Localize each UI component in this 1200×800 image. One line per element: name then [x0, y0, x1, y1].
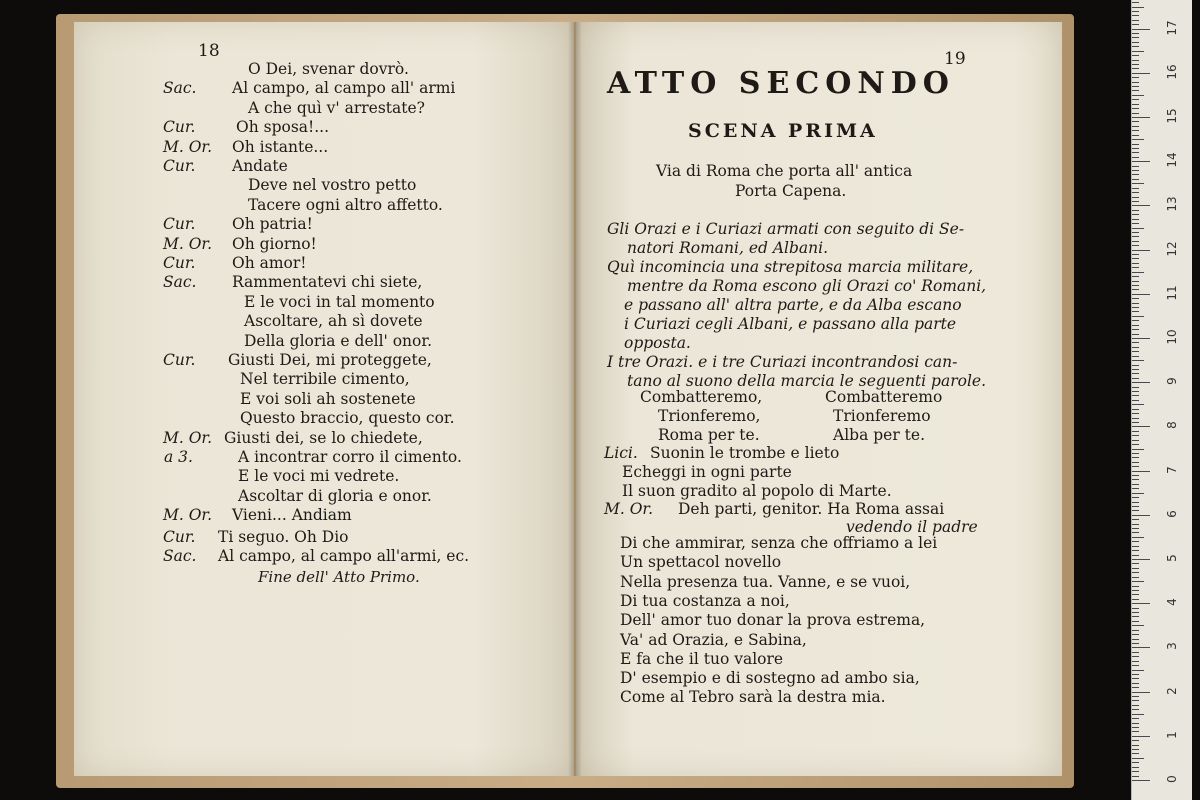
ruler-tick [1132, 42, 1139, 43]
ruler-tick [1132, 29, 1150, 30]
ruler-tick [1132, 400, 1139, 401]
ruler-tick [1132, 135, 1139, 136]
ruler-tick [1132, 510, 1139, 511]
ruler-tick [1132, 250, 1150, 251]
ruler-tick [1132, 347, 1139, 348]
ruler-tick [1132, 502, 1139, 503]
ruler-tick [1132, 466, 1139, 467]
ruler-tick [1132, 236, 1139, 237]
ruler-tick [1132, 369, 1139, 370]
speaker-label: Sac. [163, 273, 197, 292]
stage-direction-2d: i Curiazi cegli Albani, e passano alla parte [624, 315, 957, 333]
ruler-tick [1132, 572, 1139, 573]
ruler-tick [1132, 152, 1139, 153]
ruler-tick [1132, 77, 1139, 78]
verse-line: E le voci mi vedrete. [238, 467, 400, 486]
ruler-tick [1132, 479, 1139, 480]
ruler-tick [1132, 767, 1139, 768]
ruler-tick [1132, 616, 1139, 617]
setting-line-1: Via di Roma che porta all' antica [656, 162, 913, 180]
ruler-tick [1132, 391, 1139, 392]
ruler-tick [1132, 683, 1139, 684]
mor-verse-line: D' esempio e di sostegno ad ambo sia, [620, 669, 920, 688]
ruler-tick [1132, 228, 1144, 229]
ruler-label: 5 [1165, 554, 1179, 562]
stage-direction-1b: natori Romani, ed Albani. [627, 239, 829, 257]
chorus-right-3: Alba per te. [833, 426, 926, 444]
ruler-label: 8 [1165, 421, 1179, 430]
ruler-tick [1132, 289, 1139, 290]
ruler-tick [1132, 608, 1139, 609]
ruler-tick [1132, 444, 1139, 445]
right-page-number: 19 [944, 49, 966, 69]
ruler-tick [1132, 639, 1139, 640]
speaker-label: Cur. [163, 254, 196, 272]
verse-line: Questo braccio, questo cor. [240, 409, 455, 428]
verse-line: Nel terribile cimento, [240, 370, 410, 389]
ruler-tick [1132, 453, 1139, 454]
verse-line: Oh patria! [232, 215, 313, 234]
ruler-tick [1132, 612, 1139, 613]
stage-direction-3b: tano al suono della marcia le seguenti parole. [627, 372, 986, 390]
ruler-tick [1132, 20, 1139, 21]
ruler-tick [1132, 475, 1139, 476]
ruler-label: 1 [1165, 730, 1179, 739]
ruler-tick [1132, 422, 1139, 423]
ruler-tick [1132, 351, 1139, 352]
ruler-tick [1132, 687, 1139, 688]
verse-line: Al campo, al campo all' armi [232, 79, 456, 98]
ruler-tick [1132, 727, 1139, 728]
ruler-tick [1132, 621, 1139, 622]
ruler-tick [1132, 714, 1144, 715]
ruler-tick [1132, 506, 1139, 507]
ruler-tick [1132, 342, 1139, 343]
ruler-tick [1132, 24, 1139, 25]
ruler-tick [1132, 670, 1144, 671]
verse-line: Vieni... Andiam [232, 506, 352, 525]
ruler-tick [1132, 643, 1139, 644]
ruler-tick [1132, 254, 1139, 255]
act-ending: Fine dell' Atto Primo. [258, 568, 420, 586]
ruler-label: 6 [1165, 509, 1179, 518]
left-page-number: 18 [198, 41, 220, 61]
mor-verse-line: Dell' amor tuo donar la prova estrema, [620, 611, 926, 630]
chorus-right-1: Combatteremo [825, 388, 943, 406]
ruler-tick [1132, 205, 1150, 206]
ruler-tick [1132, 749, 1139, 750]
speaker-label: a 3. [164, 448, 193, 466]
ruler-tick [1132, 594, 1139, 595]
ruler-tick [1132, 537, 1144, 538]
ruler-tick [1132, 166, 1139, 167]
speaker-label: M. Or. [163, 506, 213, 525]
ruler-label: 11 [1165, 285, 1179, 301]
ruler-tick [1132, 373, 1139, 374]
ruler-label: 17 [1165, 19, 1179, 36]
speaker-label: M. Or. [163, 234, 213, 253]
lici-line-2: Echeggi in ogni parte [622, 463, 792, 481]
ruler-tick [1132, 73, 1150, 74]
ruler-tick [1132, 46, 1139, 47]
mor-verse-line: Nella presenza tua. Vanne, e se vuoi, [620, 572, 911, 591]
ruler-tick [1132, 338, 1150, 339]
speaker-label: Cur. [163, 118, 196, 137]
ruler-tick [1132, 745, 1139, 746]
speaker-m-or: M. Or. [604, 500, 654, 518]
ruler-tick [1132, 519, 1139, 520]
ruler-tick [1132, 320, 1139, 321]
ruler-tick [1132, 656, 1139, 657]
ruler-tick [1132, 192, 1139, 193]
ruler-tick [1132, 86, 1139, 87]
ruler-tick [1132, 661, 1139, 662]
ruler-label: 9 [1165, 377, 1179, 386]
ruler-tick [1132, 674, 1139, 675]
ruler-tick [1132, 758, 1144, 759]
ruler-tick [1132, 581, 1144, 582]
ruler-tick [1132, 497, 1139, 498]
ruler-tick [1132, 7, 1144, 8]
setting-line-2: Porta Capena. [735, 182, 847, 200]
ruler-tick [1132, 161, 1150, 162]
ruler-label: 12 [1165, 240, 1179, 257]
ruler-tick [1132, 625, 1144, 626]
verse-line: O Dei, svenar dovrò. [248, 60, 409, 78]
mor-aside: vedendo il padre [846, 518, 978, 536]
ruler-tick [1132, 263, 1139, 264]
ruler-tick [1132, 515, 1150, 516]
mor-verse-line: Di che ammirar, senza che offriamo a lei [620, 534, 938, 552]
book-gutter [568, 22, 582, 776]
ruler-tick [1132, 157, 1139, 158]
ruler-tick [1132, 771, 1139, 772]
ruler-tick [1132, 731, 1139, 732]
ruler-tick [1132, 325, 1139, 326]
ruler-tick [1132, 113, 1139, 114]
ruler-tick [1132, 736, 1150, 737]
ruler-tick [1132, 223, 1139, 224]
ruler-tick [1132, 258, 1139, 259]
ruler-tick [1132, 780, 1150, 781]
ruler-tick [1132, 2, 1139, 3]
ruler-tick [1132, 281, 1139, 282]
ruler-tick [1132, 484, 1139, 485]
verse-line: E voi soli ah sostenete [240, 389, 416, 408]
ruler-tick [1132, 431, 1139, 432]
ruler-tick [1132, 550, 1139, 551]
ruler-tick [1132, 718, 1139, 719]
ruler-tick [1132, 586, 1139, 587]
ruler-tick [1132, 568, 1139, 569]
ruler-label: 15 [1165, 108, 1179, 124]
ruler-tick [1132, 51, 1144, 52]
ruler-tick [1132, 462, 1139, 463]
ruler-tick [1132, 471, 1150, 472]
ruler-label: 16 [1165, 64, 1179, 80]
ruler-tick [1132, 647, 1150, 648]
ruler-tick [1132, 33, 1139, 34]
ruler-tick [1132, 307, 1139, 308]
ruler-tick [1132, 356, 1139, 357]
ruler-tick [1132, 316, 1144, 317]
ruler-tick [1132, 418, 1139, 419]
ruler-tick [1132, 99, 1139, 100]
ruler-label: 7 [1165, 465, 1179, 474]
ruler-tick [1132, 183, 1144, 184]
ruler-tick [1132, 121, 1139, 122]
ruler-tick [1132, 665, 1139, 666]
chorus-left-3: Roma per te. [658, 426, 760, 444]
measurement-ruler [1131, 0, 1192, 800]
ruler-tick [1132, 11, 1139, 12]
stage-direction-1a: Gli Orazi e i Curiazi armati con seguito di Se- [607, 220, 965, 238]
ruler-tick [1132, 603, 1150, 604]
ruler-tick [1132, 360, 1144, 361]
scene-title: SCENA PRIMA [688, 120, 878, 142]
ruler-tick [1132, 311, 1139, 312]
mor-verse-line: Di tua costanza a noi, [620, 591, 790, 610]
ruler-tick [1132, 82, 1139, 83]
ruler-tick [1132, 762, 1139, 763]
verse-line: Oh istante... [232, 137, 329, 156]
verse-line: Oh giorno! [232, 234, 317, 253]
ruler-tick [1132, 197, 1139, 198]
ruler-tick [1132, 334, 1139, 335]
mor-verse-line: Come al Tebro sarà la destra mia. [620, 688, 886, 707]
verse-line: Giusti Dei, mi proteggete, [228, 351, 432, 369]
ruler-tick [1132, 435, 1139, 436]
ruler-tick [1132, 555, 1139, 556]
ruler-tick [1132, 740, 1139, 741]
ruler-label: 4 [1165, 598, 1179, 607]
ruler-tick [1132, 108, 1139, 109]
ruler-tick [1132, 174, 1139, 175]
ruler-tick [1132, 546, 1139, 547]
mor-line-first: Deh parti, genitor. Ha Roma assai [678, 500, 945, 518]
ruler-tick [1132, 214, 1139, 215]
speaker-label: Cur. [163, 351, 196, 369]
verse-line: E le voci in tal momento [244, 292, 435, 311]
ruler-tick [1132, 563, 1139, 564]
ruler-tick [1132, 723, 1139, 724]
ruler-tick [1132, 144, 1139, 145]
verse-line: Della gloria e dell' onor. [244, 331, 433, 350]
ruler-tick [1132, 276, 1139, 277]
ruler-tick [1132, 382, 1150, 383]
ruler-tick [1132, 705, 1139, 706]
speaker-label: M. Or. [163, 137, 213, 156]
ruler-tick [1132, 559, 1150, 560]
ruler-tick [1132, 210, 1139, 211]
ruler-tick [1132, 409, 1139, 410]
chorus-left-2: Trionferemo, [658, 407, 761, 425]
stage-direction-3a: I tre Orazi. e i tre Curiazi incontrandosi can- [607, 353, 958, 371]
ruler-tick [1132, 378, 1139, 379]
ruler-tick [1132, 148, 1139, 149]
ruler-tick [1132, 272, 1144, 273]
act-title: ATTO SECONDO [607, 66, 955, 101]
lici-line-1: Suonin le trombe e lieto [650, 444, 840, 462]
ruler-tick [1132, 15, 1139, 16]
stage-direction-2b: mentre da Roma escono gli Orazi co' Romani, [627, 277, 987, 295]
ruler-tick [1132, 298, 1139, 299]
lici-line-3: Il suon gradito al popolo di Marte. [622, 482, 892, 500]
ruler-tick [1132, 449, 1144, 450]
ruler-tick [1132, 303, 1139, 304]
ruler-tick [1132, 365, 1139, 366]
ruler-tick [1132, 541, 1139, 542]
ruler-tick [1132, 678, 1139, 679]
mor-verse-line: Va' ad Orazia, e Sabina, [620, 630, 807, 649]
ruler-tick [1132, 179, 1139, 180]
ruler-label: 3 [1165, 642, 1179, 651]
ruler-tick [1132, 201, 1139, 202]
verse-line: Oh amor! [232, 254, 307, 272]
speaker-label: Cur. [163, 527, 196, 546]
ruler-tick [1132, 267, 1139, 268]
ruler-tick [1132, 130, 1139, 131]
speaker-label: Cur. [163, 157, 196, 175]
ruler-tick [1132, 68, 1139, 69]
verse-line: Tacere ogni altro affetto. [248, 195, 443, 214]
ruler-label: 13 [1165, 196, 1179, 213]
ruler-tick [1132, 64, 1139, 65]
ruler-tick [1132, 294, 1150, 295]
ruler-tick [1132, 404, 1144, 405]
verse-line: Al campo, al campo all'armi, ec. [218, 547, 470, 565]
chorus-left-1: Combatteremo, [640, 388, 763, 406]
verse-line: Deve nel vostro petto [248, 176, 417, 195]
mor-verse-line: E fa che il tuo valore [620, 649, 784, 668]
ruler-tick [1132, 245, 1139, 246]
ruler-tick [1132, 395, 1139, 396]
ruler-tick [1132, 90, 1139, 91]
ruler-tick [1132, 188, 1139, 189]
ruler-label: 10 [1165, 329, 1179, 345]
speaker-label: Sac. [163, 547, 197, 565]
ruler-tick [1132, 170, 1139, 171]
ruler-tick [1132, 139, 1144, 140]
ruler-tick [1132, 440, 1139, 441]
ruler-tick [1132, 104, 1139, 105]
ruler-tick [1132, 577, 1139, 578]
ruler-tick [1132, 634, 1139, 635]
verse-line: Giusti dei, se lo chiedete, [224, 428, 423, 447]
ruler-tick [1132, 709, 1139, 710]
ruler-tick [1132, 329, 1139, 330]
ruler-tick [1132, 488, 1139, 489]
ruler-label: 0 [1165, 775, 1179, 783]
ruler-tick [1132, 55, 1139, 56]
stage-direction-2c: e passano all' altra parte, e da Alba escano [624, 296, 962, 314]
verse-line: Oh sposa!... [236, 118, 330, 137]
mor-verse-line: Un spettacol novello [620, 553, 782, 572]
ruler-tick [1132, 493, 1144, 494]
ruler-tick [1132, 95, 1144, 96]
ruler-label: 14 [1165, 152, 1179, 168]
speaker-lici: Lici. [604, 444, 638, 462]
ruler-tick [1132, 532, 1139, 533]
ruler-tick [1132, 60, 1139, 61]
ruler-label: 2 [1165, 686, 1179, 695]
ruler-tick [1132, 599, 1139, 600]
ruler-tick [1132, 219, 1139, 220]
ruler-tick [1132, 528, 1139, 529]
ruler-tick [1132, 590, 1139, 591]
stage-direction-2a: Quì incomincia una strepitosa marcia militare, [607, 258, 974, 276]
ruler-tick [1132, 232, 1139, 233]
ruler-tick [1132, 387, 1139, 388]
ruler-tick [1132, 692, 1150, 693]
ruler-tick [1132, 776, 1139, 777]
ruler-tick [1132, 126, 1139, 127]
verse-line: A incontrar corro il cimento. [238, 448, 462, 466]
ruler-tick [1132, 413, 1139, 414]
ruler-tick [1132, 426, 1150, 427]
ruler-tick [1132, 696, 1139, 697]
ruler-tick [1132, 630, 1139, 631]
verse-line: Ascoltar di gloria e onor. [238, 486, 432, 505]
verse-line: A che quì v' arrestate? [248, 98, 425, 117]
ruler-tick [1132, 241, 1139, 242]
ruler-tick [1132, 37, 1139, 38]
speaker-label: M. Or. [163, 428, 213, 447]
ruler-tick [1132, 753, 1139, 754]
ruler-tick [1132, 700, 1139, 701]
verse-line: Rammentatevi chi siete, [232, 273, 423, 292]
stage-direction-2e: opposta. [624, 334, 691, 352]
ruler-tick [1132, 524, 1139, 525]
ruler-tick [1132, 457, 1139, 458]
ruler-tick [1132, 285, 1139, 286]
speaker-label: Sac. [163, 79, 197, 98]
verse-line: Andate [232, 157, 288, 175]
verse-line: Ti seguo. Oh Dio [218, 527, 349, 546]
verse-line: Ascoltare, ah sì dovete [244, 312, 423, 331]
chorus-right-2: Trionferemo [833, 407, 931, 425]
ruler-tick [1132, 652, 1139, 653]
speaker-label: Cur. [163, 215, 196, 234]
ruler-tick [1132, 117, 1150, 118]
